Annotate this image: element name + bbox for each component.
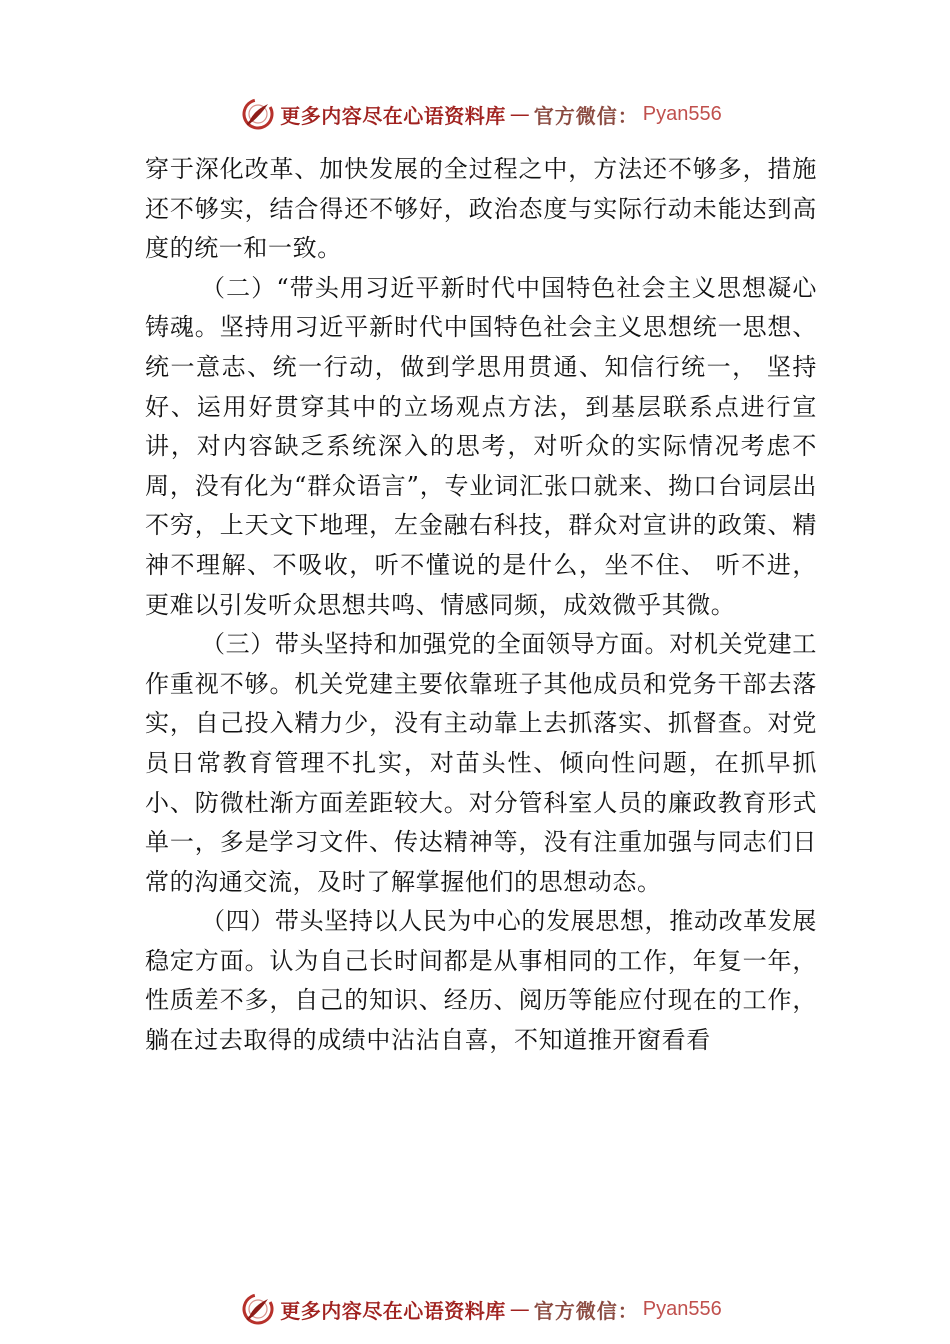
- header-separator: —: [509, 102, 530, 126]
- paragraph-continuation: 穿于深化改革、加快发展的全过程之中，方法还不够多，措施还不够实，结合得还不够好，政治态度与实际行动未能达到高度的统一和一致。: [145, 155, 817, 263]
- footer-brand-text: 更多内容尽在心语资料库: [280, 1298, 506, 1323]
- footer-watermark: [0, 1287, 950, 1331]
- brush-seal-logo-icon: [240, 1291, 276, 1327]
- footer-wechat-id: Pyan556: [642, 1297, 722, 1320]
- paragraph-section-2: （二）“带头用习近平新时代中国特色社会主义思想凝心铸魂。坚持用习近平新时代中国特色社会主义思想统一思想、统一意志、统一行动，做到学思用贯通、知信行统一， 坚持好、运用好贯穿其中的立场观点方法，到基层联系点进行宣讲，对内容缺乏系统深入的思考，对听众的实际情况考虑不周，没有化为“群众语言”，专业词汇张口就来、拗口台词层出不穷，上天文下地理，左金融右科技，群众对宣讲的政策、精神不理解、不吸收，听不懂说的是什么，坐不住、 听不进，更难以引发听众思想共鸣、情感同频，成效微乎其微。: [145, 273, 817, 619]
- header-wechat-id: Pyan556: [642, 102, 722, 125]
- paragraph-section-3: （三）带头坚持和加强党的全面领导方面。对机关党建工作重视不够。机关党建主要依靠班子其他成员和党务干部去落实，自己投入精力少，没有主动靠上去抓落实、抓督查。对党员日常教育管理不扎实，对苗头性、倾向性问题，在抓早抓小、防微杜渐方面差距较大。对分管科室人员的廉政教育形式单一，多是学习文件、传达精神等，没有注重加强与同志们日常的沟通交流，及时了解掌握他们的思想动态。: [145, 630, 817, 896]
- footer-separator: —: [509, 1297, 530, 1321]
- header-watermark-inner: [240, 96, 721, 132]
- footer-watermark-inner: [240, 1291, 721, 1327]
- header-watermark: [0, 92, 950, 136]
- brush-seal-logo-icon: [240, 96, 276, 132]
- footer-wechat-label: 官方微信：: [533, 1298, 639, 1323]
- header-wechat-label: 官方微信：: [533, 103, 639, 128]
- header-brand-text: 更多内容尽在心语资料库: [280, 103, 506, 128]
- paragraph-section-4: （四）带头坚持以人民为中心的发展思想，推动改革发展稳定方面。认为自己长时间都是从事相同的工作，年复一年，性质差不多，自己的知识、经历、阅历等能应付现在的工作，躺在过去取得的成绩中沾沾自喜，不知道推开窗看看: [145, 907, 817, 1055]
- document-body: [145, 150, 817, 1061]
